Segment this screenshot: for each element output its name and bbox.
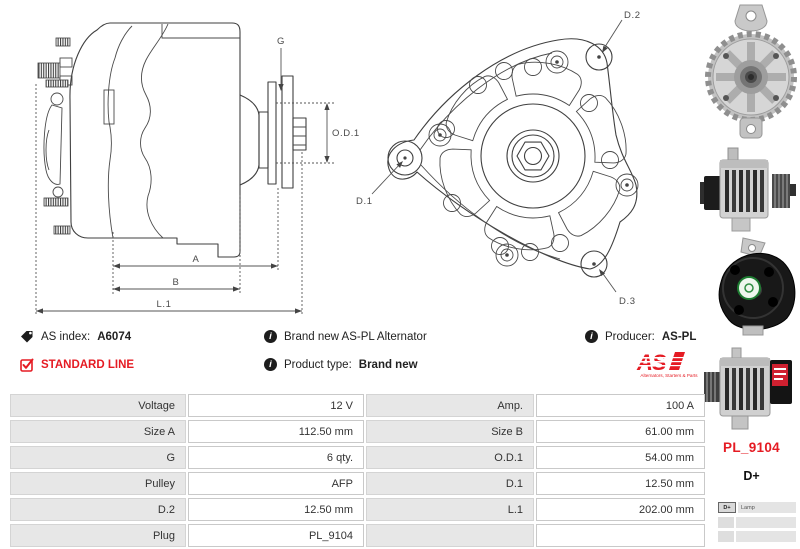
front-view-drawing [356, 10, 641, 307]
dim-label-d2: D.2 [624, 10, 641, 21]
as-pl-logo [636, 349, 702, 383]
pin-name-cell [718, 531, 734, 542]
spec-value-cell: 6 qty. [188, 446, 364, 469]
checked-box-icon [20, 358, 34, 372]
as-pl-logo-tagline: Alternators, Starters & Parts [640, 373, 698, 378]
spec-row [10, 498, 705, 521]
pin-row [718, 531, 796, 542]
spec-label-cell: Size B [366, 420, 534, 443]
spec-label-cell: G [10, 446, 186, 469]
spec-label-cell [366, 524, 534, 547]
standard-line-row [20, 358, 134, 372]
producer-value: AS-PL [661, 330, 697, 343]
spec-value-cell: AFP [188, 472, 364, 495]
info-icon: i [264, 358, 277, 371]
spec-label-cell: Plug [10, 524, 186, 547]
terminal-label: D+ [743, 469, 760, 483]
producer-row [585, 330, 696, 343]
alternator-front-black-photo [703, 236, 799, 336]
plug-code: PL_9104 [723, 440, 780, 455]
spec-row [10, 524, 705, 547]
dim-label-d3: D.3 [619, 296, 636, 307]
spec-table [8, 391, 707, 549]
spec-value-cell: 100 A [536, 394, 705, 417]
spec-label-cell: Amp. [366, 394, 534, 417]
dim-label-a: A [192, 254, 200, 265]
pin-function-cell [736, 517, 796, 528]
alternator-side-pulley-right-photo [698, 146, 800, 234]
side-view-drawing [36, 23, 360, 315]
spec-label-cell: L.1 [366, 498, 534, 521]
pin-row [718, 502, 796, 513]
spec-value-cell: 54.00 mm [536, 446, 705, 469]
spec-row [10, 394, 705, 417]
product-type-row [264, 358, 418, 371]
alternator-side-pulley-left-photo [702, 346, 798, 434]
spec-label-cell: Pulley [10, 472, 186, 495]
dim-label-od1: O.D.1 [332, 128, 360, 139]
brand-new-text: Brand new AS-PL Alternator [284, 330, 427, 343]
plug-pin-table [718, 502, 796, 546]
dim-label-l1: L.1 [156, 299, 172, 310]
pin-name-cell [718, 517, 734, 528]
spec-value-cell: 12.50 mm [188, 498, 364, 521]
spec-value-cell: 61.00 mm [536, 420, 705, 443]
spec-value-cell: 12.50 mm [536, 472, 705, 495]
as-index-row [20, 330, 131, 344]
pin-function-cell: Lamp [738, 502, 796, 513]
as-index-value: A6074 [97, 331, 132, 343]
spec-row [10, 420, 705, 443]
dim-label-g: G [277, 36, 285, 47]
spec-row [10, 446, 705, 469]
spec-value-cell: 12 V [188, 394, 364, 417]
pin-name-cell: D+ [718, 502, 736, 513]
spec-value-cell: 202.00 mm [536, 498, 705, 521]
spec-label-cell: D.1 [366, 472, 534, 495]
spec-value-cell: PL_9104 [188, 524, 364, 547]
tag-icon [20, 330, 34, 344]
standard-line-badge: STANDARD LINE [41, 359, 135, 371]
spec-value-cell: 112.50 mm [188, 420, 364, 443]
info-icon: i [585, 330, 598, 343]
pin-row [718, 517, 796, 528]
spec-label-cell: O.D.1 [366, 446, 534, 469]
brand-new-row [264, 330, 427, 343]
dim-label-b: B [172, 277, 180, 288]
spec-label-cell: Size A [10, 420, 186, 443]
spec-value-cell [536, 524, 705, 547]
pin-function-cell [736, 531, 796, 542]
info-icon: i [264, 330, 277, 343]
spec-row [10, 472, 705, 495]
as-index-label: AS index: [41, 331, 91, 343]
producer-label: Producer: [605, 330, 655, 343]
spec-label-cell: D.2 [10, 498, 186, 521]
alternator-rear-view-photo [704, 2, 798, 142]
product-type-label: Product type: [284, 358, 352, 371]
spec-label-cell: Voltage [10, 394, 186, 417]
product-type-value: Brand new [358, 358, 418, 371]
dim-label-d1: D.1 [356, 196, 373, 207]
